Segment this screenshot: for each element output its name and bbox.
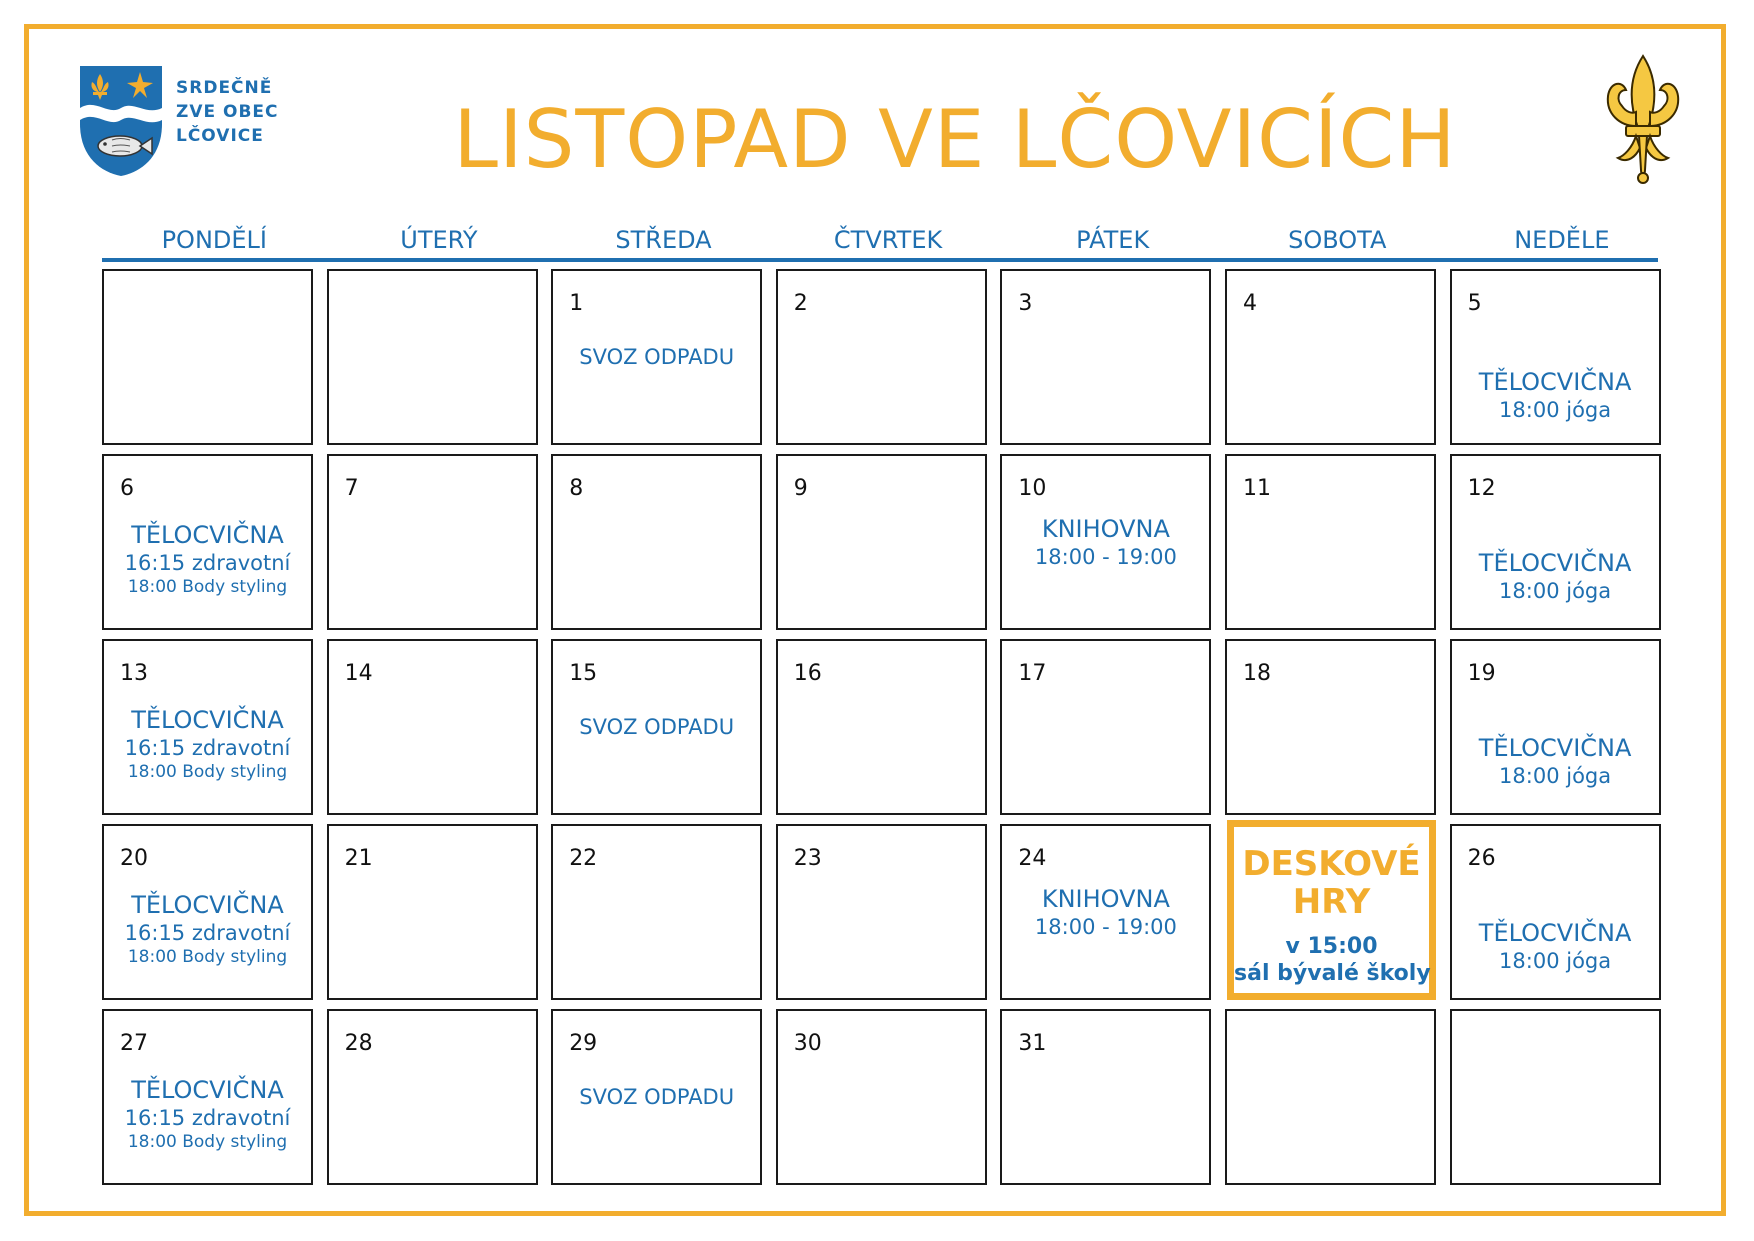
event-svoz [553, 343, 760, 371]
day-number: 7 [344, 476, 359, 501]
event-line: TĚLOCVIČNA [1478, 368, 1632, 396]
event-line: 16:15 zdravotní [124, 921, 291, 945]
municipal-coat-of-arms-icon [78, 64, 164, 178]
day-number: 30 [793, 1031, 822, 1056]
calendar-day-cell[interactable] [327, 269, 538, 445]
special-event-info: sál bývalé školy [1234, 961, 1431, 986]
event-line: 18:00 jóga [1499, 949, 1612, 973]
day-number: 31 [1018, 1031, 1047, 1056]
day-number: 9 [793, 476, 808, 501]
event-line: SVOZ ODPADU [579, 345, 735, 369]
event-gym [104, 520, 311, 598]
event-line: TĚLOCVIČNA [131, 706, 284, 734]
weekday-sunday: NEDĚLE [1514, 226, 1610, 254]
weekday-saturday: SOBOTA [1288, 226, 1387, 254]
calendar-day-cell[interactable] [1225, 1009, 1436, 1185]
day-number: 28 [344, 1031, 373, 1056]
calendar-day-cell[interactable] [102, 639, 313, 815]
calendar-day-cell[interactable] [102, 824, 313, 1000]
event-svoz [553, 1083, 760, 1111]
event-line: 18:00 jóga [1499, 579, 1612, 603]
day-number: 4 [1243, 291, 1257, 316]
calendar-day-cell[interactable] [551, 639, 762, 815]
day-number: 21 [344, 846, 373, 871]
day-number: 14 [344, 661, 373, 686]
calendar-day-cell[interactable] [327, 454, 538, 630]
calendar-day-cell[interactable] [776, 454, 987, 630]
calendar-day-cell[interactable] [776, 639, 987, 815]
day-number: 24 [1018, 846, 1047, 871]
day-number: 2 [793, 291, 808, 316]
event-line: TĚLOCVIČNA [1478, 919, 1632, 947]
day-number: 26 [1467, 846, 1496, 871]
event-yoga [1452, 733, 1659, 789]
calendar-day-cell[interactable] [102, 1009, 313, 1185]
logo-line: SRDEČNĚ [176, 78, 273, 98]
event-line: SVOZ ODPADU [579, 715, 735, 739]
special-event-title: DESKOVÉ [1242, 844, 1421, 884]
calendar-day-cell[interactable] [1450, 1009, 1661, 1185]
logo-text [176, 76, 279, 148]
event-library [1002, 514, 1209, 570]
calendar-day-cell[interactable] [1000, 1009, 1211, 1185]
day-number: 22 [569, 846, 598, 871]
calendar-day-cell[interactable] [1450, 639, 1661, 815]
page-title: LISTOPAD VE LČOVICÍCH [453, 93, 1457, 186]
event-line: 18:00 - 19:00 [1034, 915, 1177, 939]
calendar-day-cell[interactable] [1000, 269, 1211, 445]
weekday-monday: PONDĚLÍ [161, 226, 267, 254]
day-number: 19 [1467, 661, 1496, 686]
calendar-day-cell[interactable] [1450, 824, 1661, 1000]
day-number: 10 [1018, 476, 1047, 501]
calendar-day-cell[interactable] [776, 1009, 987, 1185]
event-line: TĚLOCVIČNA [131, 521, 284, 549]
special-event-cell[interactable] [1227, 820, 1436, 1000]
event-gym [104, 890, 311, 968]
calendar-day-cell[interactable] [551, 269, 762, 445]
event-line: 18:00 Body styling [127, 762, 288, 782]
day-number: 6 [120, 476, 134, 501]
fleur-de-lis-icon [1602, 52, 1684, 186]
event-line: TĚLOCVIČNA [131, 1076, 284, 1104]
special-event-info: v 15:00 [1285, 934, 1378, 959]
calendar-day-cell[interactable] [1225, 639, 1436, 815]
special-event-title: HRY [1292, 882, 1371, 922]
calendar-day-cell[interactable] [327, 1009, 538, 1185]
calendar-day-cell[interactable] [776, 269, 987, 445]
day-number: 16 [793, 661, 822, 686]
weekday-thursday: ČTVRTEK [833, 226, 943, 254]
event-line: 18:00 jóga [1499, 764, 1612, 788]
event-line: 18:00 Body styling [127, 577, 288, 597]
calendar-day-cell[interactable] [1000, 454, 1211, 630]
calendar-day-cell[interactable] [327, 639, 538, 815]
event-line: SVOZ ODPADU [579, 1085, 735, 1109]
day-number: 3 [1018, 291, 1033, 316]
calendar-day-cell[interactable] [551, 454, 762, 630]
event-line: 18:00 jóga [1499, 398, 1612, 422]
logo-line: ZVE OBEC [176, 102, 279, 122]
calendar-day-cell[interactable] [1225, 454, 1436, 630]
weekday-wednesday: STŘEDA [615, 226, 712, 254]
calendar-day-cell[interactable] [327, 824, 538, 1000]
event-line: 16:15 zdravotní [124, 736, 291, 760]
calendar-day-cell[interactable] [551, 1009, 762, 1185]
calendar-day-cell[interactable] [1450, 269, 1661, 445]
event-yoga [1452, 367, 1659, 423]
weekday-tuesday: ÚTERÝ [400, 226, 478, 254]
event-svoz [553, 713, 760, 741]
event-line: TĚLOCVIČNA [1478, 734, 1632, 762]
event-line: KNIHOVNA [1041, 515, 1170, 543]
calendar-day-cell[interactable] [1225, 269, 1436, 445]
calendar-day-cell[interactable] [1000, 639, 1211, 815]
municipality-logo [78, 64, 279, 178]
day-number: 1 [569, 291, 584, 316]
weekday-header [102, 222, 1658, 262]
event-line: 18:00 Body styling [127, 947, 288, 967]
day-number: 17 [1018, 661, 1047, 686]
calendar-day-cell[interactable] [1000, 824, 1211, 1000]
event-line: 18:00 - 19:00 [1034, 545, 1177, 569]
event-yoga [1452, 548, 1659, 604]
event-line: KNIHOVNA [1041, 885, 1170, 913]
event-line: TĚLOCVIČNA [1478, 549, 1632, 577]
logo-line: LČOVICE [176, 126, 264, 146]
day-number: 20 [120, 846, 148, 871]
day-number: 29 [569, 1031, 598, 1056]
calendar-day-cell[interactable] [102, 269, 313, 445]
event-line: 16:15 zdravotní [124, 551, 291, 575]
day-number: 8 [569, 476, 584, 501]
day-number: 27 [120, 1031, 148, 1056]
day-number: 12 [1467, 476, 1496, 501]
event-line: 16:15 zdravotní [124, 1106, 291, 1130]
day-number: 18 [1243, 661, 1271, 686]
day-number: 5 [1467, 291, 1482, 316]
day-number: 11 [1243, 476, 1271, 501]
day-number: 13 [120, 661, 148, 686]
event-yoga [1452, 918, 1659, 974]
calendar-day-cell[interactable] [1450, 454, 1661, 630]
weekday-friday: PÁTEK [1076, 226, 1150, 254]
calendar-day-cell[interactable] [551, 824, 762, 1000]
event-line: TĚLOCVIČNA [131, 891, 284, 919]
event-gym [104, 1075, 311, 1153]
event-line: 18:00 Body styling [127, 1132, 288, 1152]
calendar-day-cell[interactable] [776, 824, 987, 1000]
day-number: 23 [793, 846, 822, 871]
event-gym [104, 705, 311, 783]
day-number: 15 [569, 661, 598, 686]
event-library [1002, 884, 1209, 940]
calendar-day-cell[interactable] [102, 454, 313, 630]
